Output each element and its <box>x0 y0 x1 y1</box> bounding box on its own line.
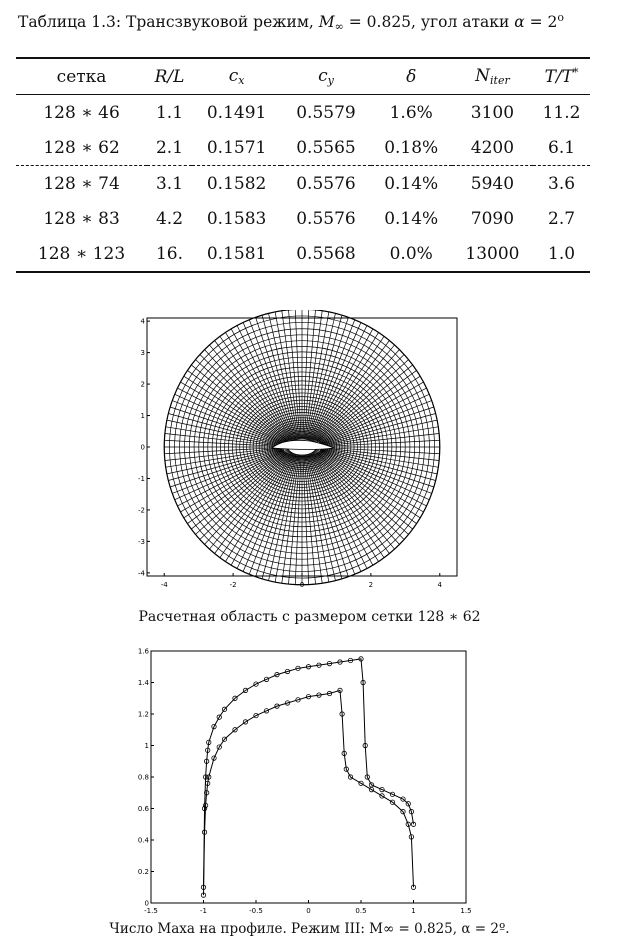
series-line-1 <box>204 659 414 887</box>
table-row <box>16 95 590 131</box>
mesh-radial-line <box>321 450 432 493</box>
y-tick-label: 1.6 <box>137 647 149 656</box>
mesh-radial-line <box>172 450 283 493</box>
table-cell: 1.0 <box>548 243 576 264</box>
y-tick-label: -2 <box>138 506 145 515</box>
table-cell: 0.1571 <box>206 137 267 158</box>
x-tick-label: 1.5 <box>460 907 472 915</box>
y-tick-label: 0 <box>140 443 145 452</box>
mesh-radial-line <box>172 401 283 444</box>
y-tick-label: 0 <box>144 899 149 908</box>
table-header-cell <box>16 58 147 95</box>
results-table <box>16 57 590 273</box>
table-header-cell <box>192 58 281 95</box>
y-tick-label: 2 <box>140 380 145 389</box>
table-header-cell <box>371 58 452 95</box>
caption-alpha-symbol: α <box>514 13 525 31</box>
table-cell: 128 ∗ 74 <box>16 166 147 202</box>
header-subscript: y <box>327 74 334 87</box>
x-tick-label: -4 <box>160 581 168 589</box>
y-tick-label: -1 <box>138 474 145 483</box>
header-label: сетка <box>56 66 107 87</box>
table-cell: 1.1 <box>155 102 184 123</box>
caption-alpha-value: = 2 <box>524 13 558 31</box>
table-cell: 128 ∗ 62 <box>43 137 120 158</box>
table-cell: 2.1 <box>155 137 184 158</box>
table-row <box>16 236 590 272</box>
table-cell: 16. <box>155 243 184 264</box>
table-cell: 5940 <box>452 166 533 202</box>
y-tick-label: 3 <box>140 349 145 358</box>
table-cell: 0.5568 <box>296 243 356 264</box>
header-label: R/L <box>154 66 185 87</box>
table-caption <box>18 11 618 33</box>
y-tick-label: -4 <box>138 569 145 578</box>
x-tick-label: -2 <box>229 581 237 589</box>
table-header-cell <box>452 58 533 95</box>
table-cell: 128 ∗ 46 <box>43 102 120 123</box>
caption-mach-symbol: M <box>318 13 335 31</box>
table-cell: 0.1583 <box>206 208 267 229</box>
table-cell: 128 ∗ 83 <box>43 208 120 229</box>
table-cell: 0.5576 <box>281 166 370 202</box>
table-row <box>16 166 590 202</box>
table-cell: 0.0% <box>389 243 433 264</box>
caption-subscript: ∞ <box>334 20 344 33</box>
table-cell: 0.1581 <box>206 243 267 264</box>
table-header-cell <box>147 58 192 95</box>
table-cell: 2.7 <box>548 208 576 229</box>
mesh-figure <box>133 310 463 590</box>
table-cell: 0.1491 <box>206 102 267 123</box>
x-tick-label: -1 <box>200 907 207 915</box>
series-line-2 <box>204 690 414 895</box>
table-row <box>16 130 590 166</box>
mesh-radial-line <box>231 329 292 439</box>
x-tick-label: 0 <box>306 907 311 915</box>
table-cell: 0.5576 <box>296 208 356 229</box>
table-cell: 7090 <box>470 208 515 229</box>
header-label: c <box>228 66 239 86</box>
y-tick-label: 0.8 <box>137 773 149 782</box>
table-cell: 0.18% <box>384 137 439 158</box>
table-cell: 4200 <box>470 137 515 158</box>
table-cell: 6.1 <box>548 137 576 158</box>
header-subscript: x <box>238 74 245 87</box>
x-tick-label: 0.5 <box>355 907 367 915</box>
table-cell: 0.5565 <box>296 137 356 158</box>
mesh-radial-line <box>312 455 373 565</box>
table-cell: 4.2 <box>155 208 184 229</box>
y-tick-label: 1 <box>140 412 145 421</box>
table-cell: 0.14% <box>371 166 452 202</box>
header-subscript: iter <box>490 74 510 87</box>
mach-caption: Число Маха на профиле. Режим III: M∞ = 0.825, α = 2º. <box>109 921 510 937</box>
table-cell: 1.6% <box>389 102 433 123</box>
y-tick-label: 1.2 <box>137 710 149 719</box>
table-cell: 0.1582 <box>192 166 281 202</box>
table-cell: 13000 <box>465 243 520 264</box>
table-cell: 3.6 <box>533 166 590 202</box>
caption-text: Таблица 1.3: Трансзвуковой режим, <box>18 13 319 31</box>
table-cell: 128 ∗ 123 <box>37 243 126 264</box>
x-tick-label: -0.5 <box>249 907 263 915</box>
table-cell: 0.5579 <box>296 102 356 123</box>
x-tick-label: 4 <box>437 581 443 589</box>
table-cell: 0.14% <box>384 208 439 229</box>
header-label: δ <box>406 66 417 87</box>
header-label: c <box>318 66 328 86</box>
y-tick-label: 1 <box>144 742 149 750</box>
table-body <box>16 95 590 273</box>
x-tick-label: -1.5 <box>144 907 158 915</box>
y-tick-label: 0.2 <box>137 868 149 876</box>
table-cell: 11.2 <box>542 102 581 123</box>
x-tick-label: 1 <box>411 907 416 915</box>
mach-chart <box>131 645 472 919</box>
y-tick-label: 0.4 <box>137 836 149 845</box>
plot-frame <box>151 651 466 903</box>
caption-superscript: o <box>557 11 565 24</box>
y-tick-label: -3 <box>138 537 145 546</box>
table-header-cell <box>281 58 370 95</box>
table-header-cell <box>533 58 590 95</box>
mesh-radial-line <box>312 329 373 439</box>
x-tick-label: 0 <box>299 581 305 589</box>
header-label: N <box>475 66 490 86</box>
table-cell: 3100 <box>470 102 515 123</box>
header-superscript: * <box>572 66 579 79</box>
table-header-row <box>16 58 590 95</box>
y-tick-label: 0.6 <box>137 805 149 813</box>
table-cell: 3.1 <box>147 166 192 202</box>
mesh-caption: Расчетная область с размером сетки 128 ∗ 62 <box>138 609 481 625</box>
mesh-radial-line <box>231 455 292 565</box>
x-tick-label: 2 <box>368 581 374 589</box>
table-row <box>16 201 590 236</box>
caption-text-mid: = 0.825, угол атаки <box>343 13 515 31</box>
y-tick-label: 4 <box>140 317 145 326</box>
header-label: T/T <box>544 67 573 87</box>
y-tick-label: 1.4 <box>137 679 149 687</box>
mesh-radial-line <box>321 401 432 444</box>
